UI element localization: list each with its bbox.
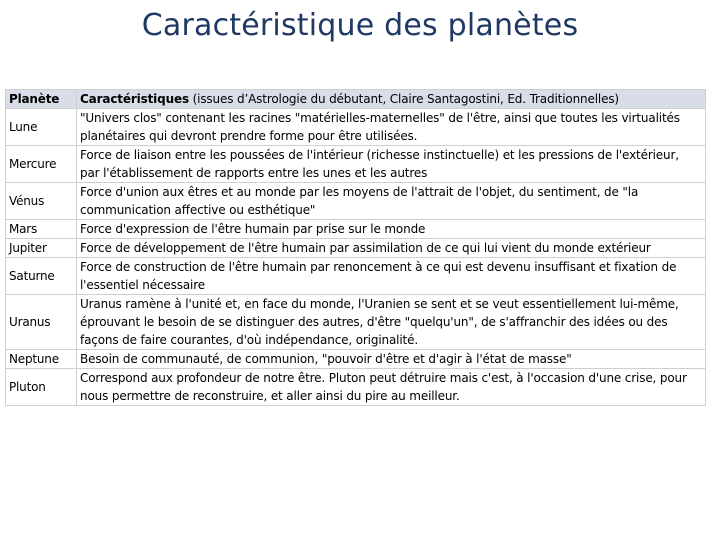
characteristic-cell: Force d'union aux êtres et au monde par les moyens de l'attrait de l'objet, du sentiment, de "la communication affective ou esthétique" bbox=[77, 183, 706, 220]
characteristic-cell: Correspond aux profondeur de notre être. Pluton peut détruire mais c'est, à l'occasion d'une crise, pour nous permettre de reconstruire, et aller ainsi du pire au meilleur. bbox=[77, 369, 706, 406]
table-row bbox=[6, 369, 706, 406]
table-row bbox=[6, 239, 706, 258]
planet-cell: Mars bbox=[6, 220, 77, 239]
table-row bbox=[6, 350, 706, 369]
planet-cell: Pluton bbox=[6, 369, 77, 406]
header-characteristics-label: Caractéristiques bbox=[80, 92, 189, 106]
planet-cell: Jupiter bbox=[6, 239, 77, 258]
header-characteristics bbox=[77, 90, 706, 109]
characteristic-cell: Force de liaison entre les poussées de l'intérieur (richesse instinctuelle) et les pressions de l'extérieur, par l'établissement de rapports entre les unes et les autres bbox=[77, 146, 706, 183]
table-row bbox=[6, 258, 706, 295]
header-planet-label: Planète bbox=[9, 92, 60, 106]
header-planet bbox=[6, 90, 77, 109]
table-row bbox=[6, 109, 706, 146]
characteristic-cell: Force de développement de l'être humain par assimilation de ce qui lui vient du monde extérieur bbox=[77, 239, 706, 258]
planet-characteristics-table bbox=[5, 89, 706, 406]
planet-cell: Neptune bbox=[6, 350, 77, 369]
table-header-row bbox=[6, 90, 706, 109]
characteristic-cell: Uranus ramène à l'unité et, en face du monde, l'Uranien se sent et se veut essentiellement lui-même, éprouvant le besoin de se distinguer des autres, d'être "quelqu'un", de s'affranchir des idées ou des façons de faire courantes, d'où indépendance, originalité. bbox=[77, 295, 706, 350]
table-row bbox=[6, 295, 706, 350]
characteristic-cell: Besoin de communauté, de communion, "pouvoir d'être et d'agir à l'état de masse" bbox=[77, 350, 706, 369]
planet-cell: Uranus bbox=[6, 295, 77, 350]
page-title: Caractéristique des planètes bbox=[141, 8, 579, 43]
planet-cell: Saturne bbox=[6, 258, 77, 295]
characteristic-cell: Force de construction de l'être humain par renoncement à ce qui est devenu insuffisant et fixation de l'essentiel nécessaire bbox=[77, 258, 706, 295]
table-row bbox=[6, 146, 706, 183]
header-source-note: (issues d’Astrologie du débutant, Claire Santagostini, Ed. Traditionnelles) bbox=[188, 92, 619, 106]
planet-cell: Mercure bbox=[6, 146, 77, 183]
table-row bbox=[6, 220, 706, 239]
planet-cell: Lune bbox=[6, 109, 77, 146]
table-row bbox=[6, 183, 706, 220]
characteristic-cell: Force d'expression de l'être humain par prise sur le monde bbox=[77, 220, 706, 239]
characteristic-cell: "Univers clos" contenant les racines "matérielles-maternelles" de l'être, ainsi que toutes les virtualités planétaires qui devront prendre forme pour être utilisées. bbox=[77, 109, 706, 146]
planet-cell: Vénus bbox=[6, 183, 77, 220]
